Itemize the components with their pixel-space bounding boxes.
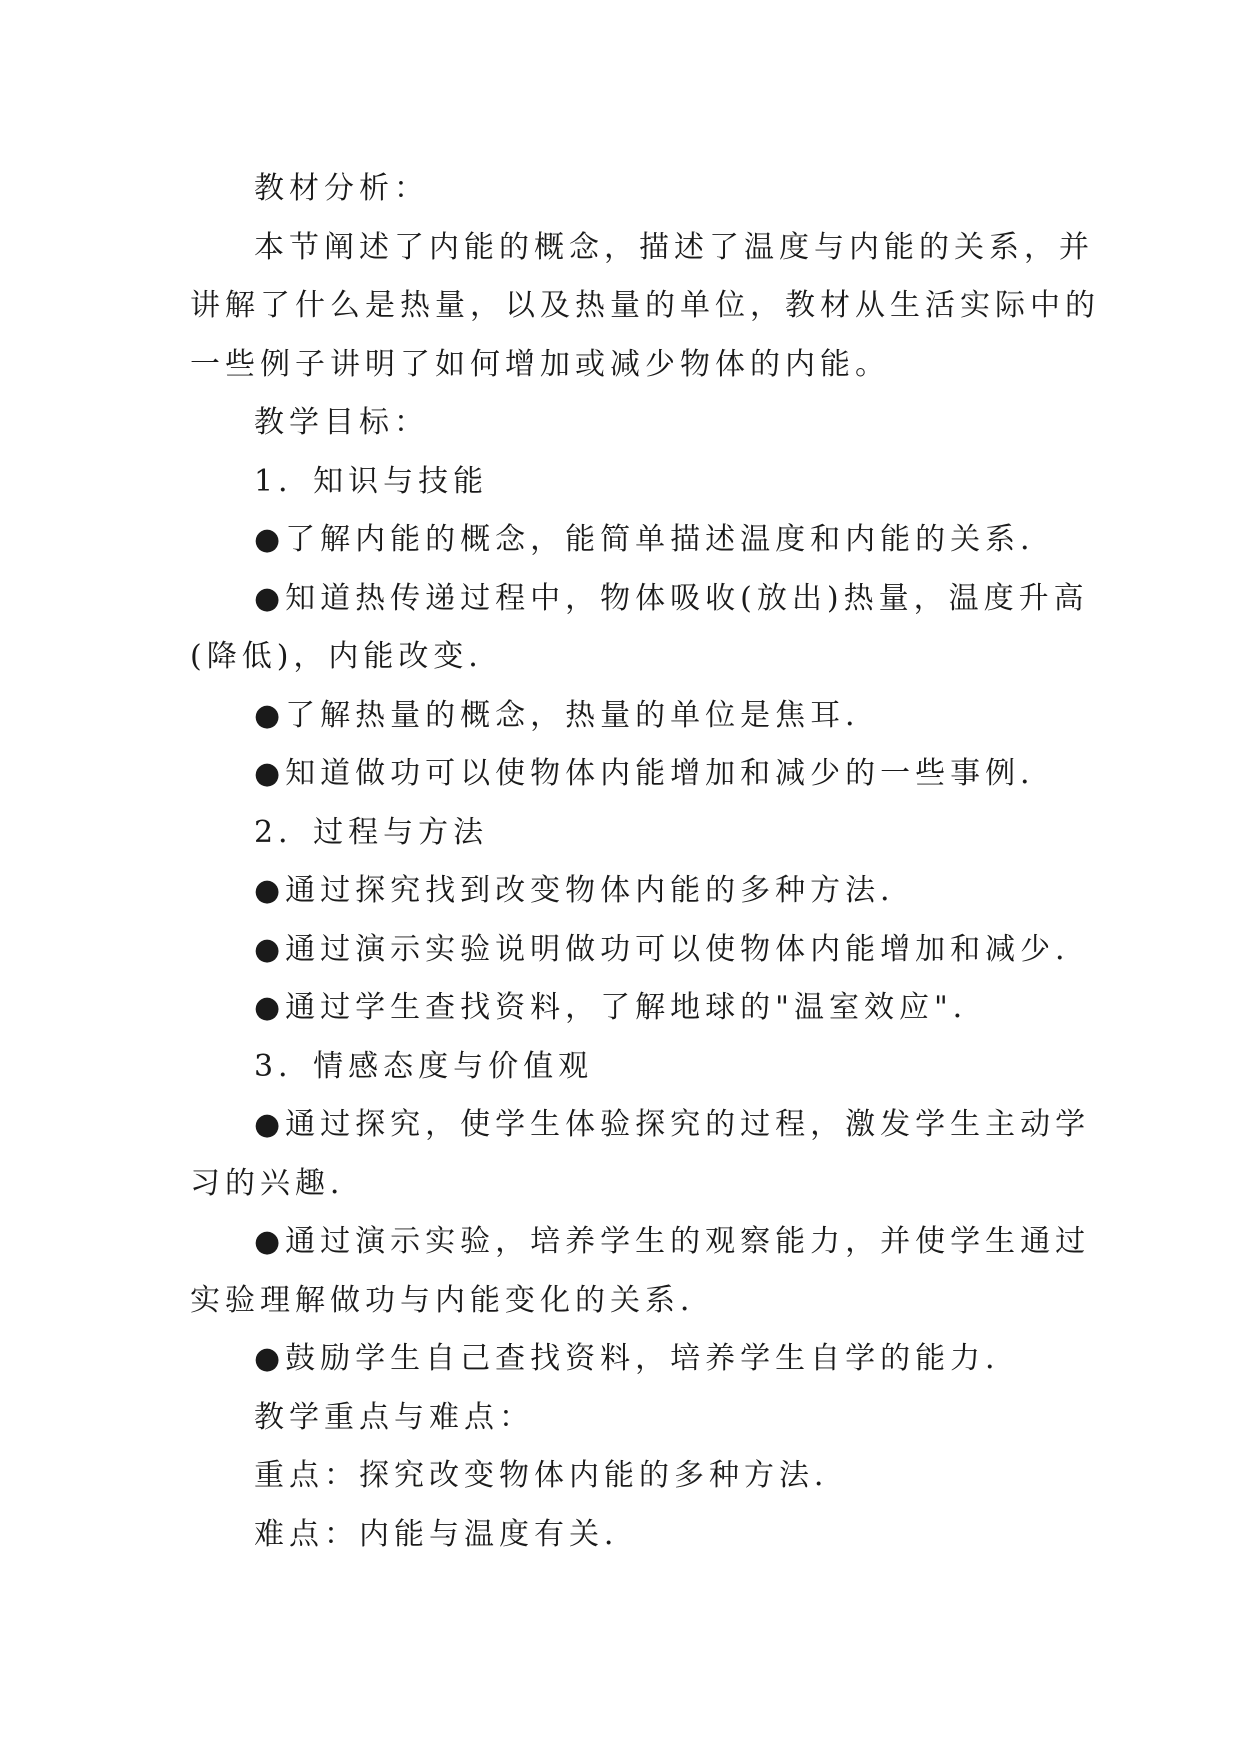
bullet-item: ●知道做功可以使物体内能增加和减少的一些事例． (254, 756, 1056, 791)
section-heading-key-difficult-points: 教学重点与难点： (254, 1399, 534, 1435)
bullet-item-continuation: (降低)，内能改变． (190, 639, 504, 674)
bullet-item: ●了解内能的概念，能简单描述温度和内能的关系． (254, 522, 1056, 557)
bullet-item: ●了解热量的概念，热量的单位是焦耳． (254, 697, 881, 733)
subheading-emotion-values: 3．情感态度与价值观 (254, 1048, 594, 1084)
paragraph-line: 讲解了什么是热量，以及热量的单位，教材从生活实际中的 (190, 288, 1100, 323)
bullet-item: ●通过探究找到改变物体内能的多种方法． (254, 873, 916, 908)
paragraph-line: 一些例子讲明了如何增加或减少物体的内能。 (190, 346, 890, 382)
bullet-item: ●通过学生查找资料，了解地球的"温室效应"． (254, 990, 988, 1025)
document-body (190, 160, 1100, 1564)
bullet-item: ●鼓励学生自己查找资料，培养学生自学的能力． (254, 1341, 1021, 1376)
subheading-knowledge-skills: 1．知识与技能 (254, 463, 489, 499)
bullet-item: ●知道热传递过程中，物体吸收(放出)热量，温度升高 (254, 580, 1089, 616)
paragraph-line: 本节阐述了内能的概念，描述了温度与内能的关系，并 (254, 229, 1094, 265)
bullet-item: ●通过探究，使学生体验探究的过程，激发学生主动学 (254, 1107, 1091, 1142)
bullet-item: ●通过演示实验，培养学生的观察能力，并使学生通过 (254, 1224, 1091, 1259)
difficult-point-line: 难点：内能与温度有关． (254, 1516, 639, 1552)
bullet-item: ●通过演示实验说明做功可以使物体内能增加和减少． (254, 931, 1091, 967)
bullet-item-continuation: 习的兴趣． (190, 1165, 365, 1201)
section-heading-teaching-goals: 教学目标： (254, 405, 429, 440)
key-point-line: 重点：探究改变物体内能的多种方法． (254, 1458, 849, 1493)
section-heading-material-analysis: 教材分析： (254, 171, 429, 206)
subheading-process-methods: 2．过程与方法 (254, 814, 489, 850)
bullet-item-continuation: 实验理解做功与内能变化的关系． (190, 1282, 715, 1318)
